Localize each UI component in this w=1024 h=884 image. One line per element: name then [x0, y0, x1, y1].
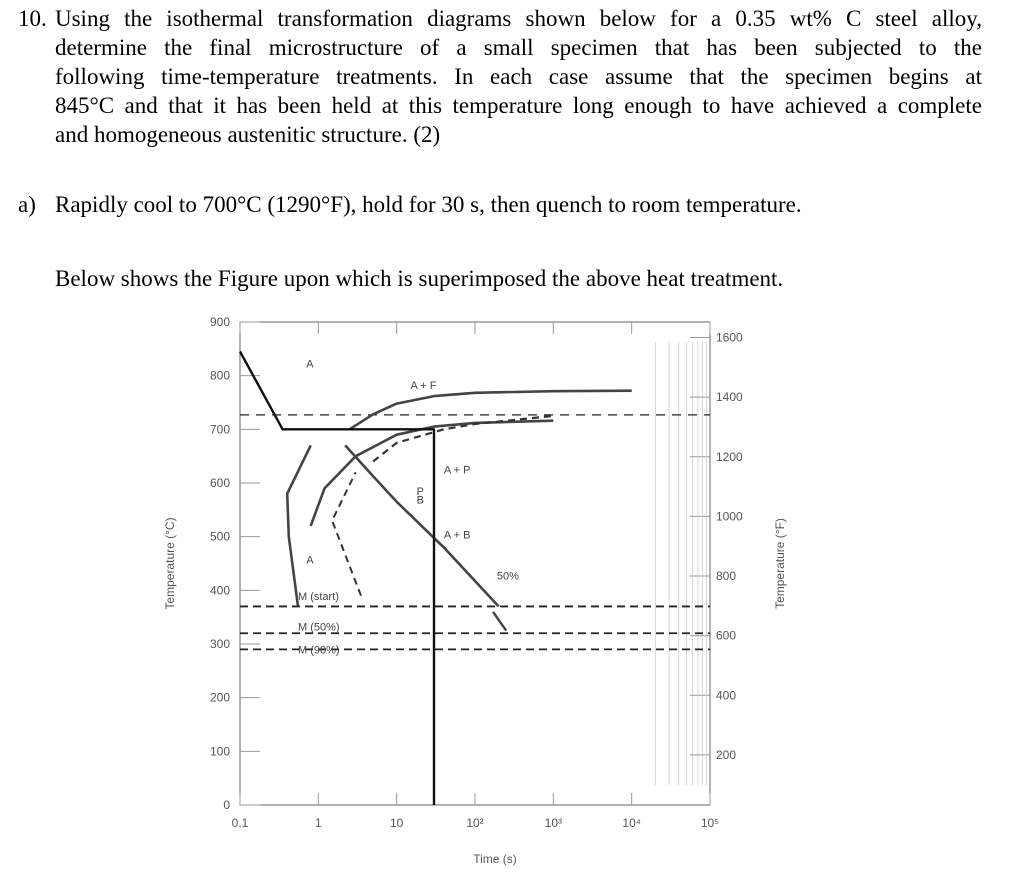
y2-tick-label: 400: [716, 688, 737, 703]
region-label-ferrite: A + F: [410, 380, 437, 393]
y-tick-label: 400: [209, 583, 230, 598]
part-a: [18, 190, 802, 219]
y2-tick-label: 600: [716, 628, 737, 643]
curve-bainite-50-tail: [493, 612, 506, 631]
curve-bainite-start: [287, 445, 311, 606]
figure-caption: Below shows the Figure upon which is superimposed the above heat treatment.: [55, 266, 784, 291]
y-tick-label: 700: [209, 422, 230, 437]
region-label-m-90: M (90%): [297, 644, 340, 657]
curve-pearlite-start: [311, 421, 554, 526]
ttt-diagram: [160, 305, 800, 880]
y-tick-label: 300: [209, 637, 230, 651]
x-axis-label: Time (s): [473, 852, 517, 866]
question-text: [55, 4, 982, 149]
y-tick-label: 900: [209, 315, 230, 329]
region-label-b: B: [416, 494, 425, 507]
x-tick-label: 1: [314, 816, 322, 830]
question-line-2: determine the final microstructure of a small specimen that has been subjected to the: [55, 35, 982, 60]
y2-tick-label: 200: [716, 747, 737, 762]
x-tick-label: 10²: [466, 816, 484, 830]
y2-tick-label: 1400: [716, 390, 743, 405]
y-tick-label: 100: [209, 744, 230, 759]
y-tick-label: 600: [209, 476, 230, 490]
y-tick-label: 800: [209, 368, 230, 383]
x-tick-label: 10³: [544, 816, 563, 830]
x-tick-label: 10: [389, 816, 404, 830]
y2-tick-label: 1600: [716, 330, 743, 345]
x-tick-label: 10⁵: [700, 816, 720, 830]
y-tick-label: 200: [209, 690, 230, 705]
region-label-fifty: 50%: [496, 570, 519, 583]
y-tick-label: 0: [223, 798, 230, 812]
y-axis-label: Temperature (°C): [163, 517, 177, 610]
region-label-pearlite: A + P: [443, 464, 471, 477]
curve-heat-treatment-path: [240, 352, 437, 806]
y2-tick-label: 800: [716, 569, 737, 584]
region-label-bainite: A + B: [443, 529, 471, 542]
region-label-p: P: [416, 485, 425, 498]
curve-bainite-50: [332, 472, 361, 595]
y2-tick-label: 1200: [716, 449, 743, 464]
question-line-5: and homogeneous austenitic structure. (2): [55, 122, 441, 147]
region-label-m-50: M (50%): [297, 621, 340, 634]
y2-axis-label: Temperature (°F): [773, 518, 787, 609]
x-tick-label: 0.1: [231, 816, 249, 830]
part-a-label: a): [18, 192, 36, 217]
y-tick-label: 500: [209, 529, 230, 544]
region-label-m-start: M (start): [297, 590, 339, 603]
region-label-austenite-upper: A: [306, 358, 314, 371]
part-a-text: Rapidly cool to 700°C (1290°F), hold for 30 s, then quench to room temperature.: [55, 192, 802, 217]
x-tick-label: 10⁴: [622, 816, 641, 830]
region-label-austenite-lower: A: [306, 554, 314, 567]
question-line-3: following time-temperature treatments. In each case assume that the specimen begins at: [55, 64, 982, 89]
question-line-4: 845°C and that it has been held at this temperature long enough to have achieved a complete: [55, 93, 982, 118]
question-number: 10.: [18, 6, 47, 31]
question-line-1: Using the isothermal transformation diagrams shown below for a 0.35 wt% C steel alloy,: [55, 6, 982, 31]
curve-bainite-end: [345, 445, 498, 606]
y2-tick-label: 1000: [716, 509, 743, 524]
